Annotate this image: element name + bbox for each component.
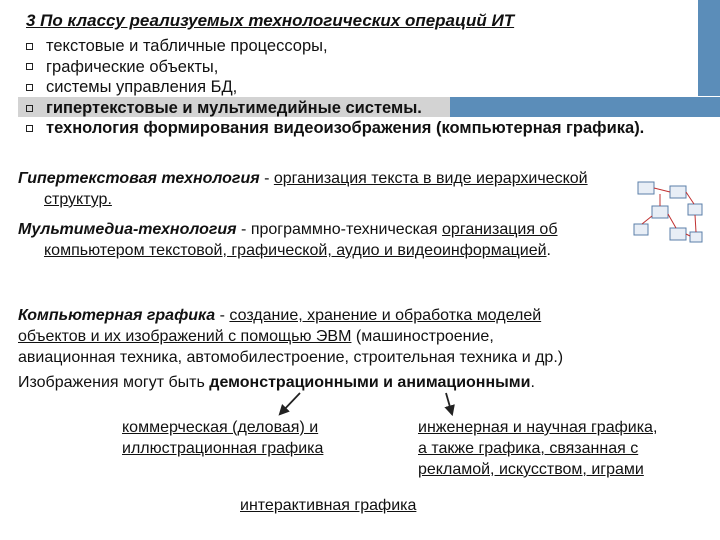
arrow-commercial [280,393,300,414]
category-engineering: инженерная и научная графика, а также графика, связанная с рекламой, искусством, играми [418,419,658,478]
graphics-definition: Компьютерная графика - создание, хранение и обработка моделей объектов и их изображений с помощью ЭВМ (машиностроение, авиационная техника, автомобилестроение, строительная техника и др.) [18,307,564,366]
square-bullet-icon [26,125,33,132]
list-item: гипертекстовые и мультимедийные системы. [22,98,644,119]
list-item: графические объекты, [22,57,644,78]
tech-list [22,36,644,139]
list-item: технология формирования видеоизображения (компьютерная графика). [22,118,644,139]
category-commercial: коммерческая (деловая) и иллюстрационная графика [122,419,324,457]
category-interactive: интерактивная графика [240,497,417,514]
hypertext-diagram-icon [630,180,706,250]
list-item: системы управления БД, [22,77,644,98]
square-bullet-icon [26,84,33,91]
image-types-sentence: Изображения могут быть демонстрационными и анимационными. [18,374,535,391]
square-bullet-icon [26,43,33,50]
section-heading: 3 По классу реализуемых технологических операций ИТ [26,11,515,30]
square-bullet-icon [26,63,33,70]
square-bullet-icon [26,105,33,112]
arrow-engineering [446,393,452,414]
hypertext-definition: Гипертекстовая технология - организация текста в виде иерархической структур. [18,170,588,208]
decor-bar [698,0,720,96]
list-item: текстовые и табличные процессоры, [22,36,644,57]
multimedia-definition: Мультимедиа-технология - программно-техническая организация об компьютером текстовой, графической, аудио и видеоинформацией. [18,221,558,259]
